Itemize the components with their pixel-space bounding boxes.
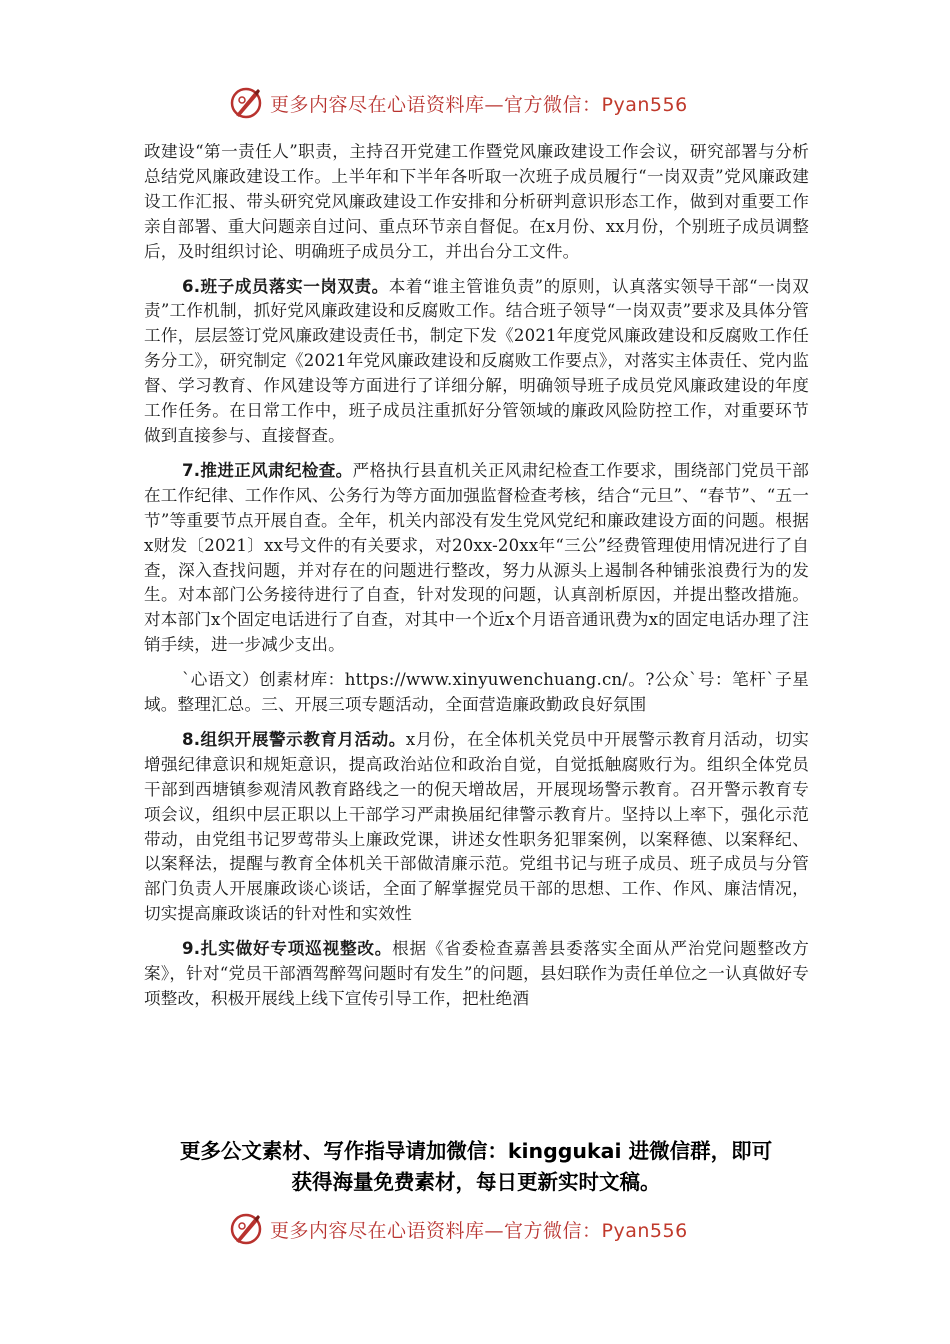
paragraph-2-text: 本着“谁主管谁负责”的原则，认真落实领导干部“一岗双责”工作机制，抓好党风廉政建设和反腐败工作。结合班子领导“一岗双责”要求及具体分管工作，层层签订党风廉政建设责任书，制定下发《2021年度党风廉政建设和反腐败工作任务分工》，研究制定《2021年党风廉政建设和反腐败工作要点》，对落实主体责任、党内监督、学习教育、作风建设等方面进行了详细分解，明确领导班子成员党风廉政建设的年度工作任务。在日常工作中，班子成员注重抓好分管领域的廉政风险防控工作，对重要环节做到直接参与、直接督查。 bbox=[144, 276, 809, 445]
paragraph-1 bbox=[144, 140, 809, 265]
header-banner-label: 更多内容尽在心语资料库—官方微信： bbox=[270, 93, 602, 116]
paragraph-6-text: 根据《省委检查嘉善县委落实全面从严治党问题整改方案》，针对“党员干部酒驾醉驾问题时有发生”的问题，县妇联作为责任单位之一认真做好专项整改，积极开展线上线下宣传引导工作，把杜绝酒 bbox=[144, 939, 809, 1008]
promo-notice bbox=[120, 1136, 832, 1198]
paragraph-5 bbox=[144, 728, 809, 927]
paragraph-6 bbox=[144, 937, 809, 1012]
paragraph-1-text: 政建设“第一责任人”职责，主持召开党建工作暨党风廉政建设工作会议，研究部署与分析总结党风廉政建设工作。上半年和下半年各听取一次班子成员履行“一岗双责”党风廉政建设工作汇报、带头研究党风廉政建设工作安排和分析研判意识形态工作，做到对重要工作亲自部署、重大问题亲自过问、重点环节亲自督促。在x月份、xx月份，个别班子成员调整后，及时组织讨论、明确班子成员分工，并出台分工文件。 bbox=[144, 142, 809, 261]
footer-wechat-id: Pyan556 bbox=[601, 1219, 688, 1242]
paragraph-4-text: `心语文）创素材库：https://www.xinyuwenchuang.cn/。?公众`号：笔杆`子星域。整理汇总。三、开展三项专题活动，全面营造廉政勤政良好氛围 bbox=[144, 670, 809, 715]
pen-logo-icon bbox=[228, 85, 264, 121]
document-body bbox=[144, 140, 809, 1022]
promo-line-1: 更多公文素材、写作指导请加微信：kinggukai 进微信群，即可 bbox=[179, 1139, 773, 1163]
paragraph-3-text: 严格执行县直机关正风肃纪检查工作要求，围绕部门党员干部在工作纪律、工作作风、公务行为等方面加强监督检查考核，结合“元旦”、“春节”、“五一节”等重要节点开展自查。全年，机关内部没有发生党风党纪和廉政建设方面的问题。根据x财发〔2021〕xx号文件的有关要求，对20xx-20xx年“三公”经费管理使用情况进行了自查，深入查找问题，并对存在的问题进行整改，努力从源头上遏制各种铺张浪费行为的发生。对本部门公务接待进行了自查，针对发现的问题，认真剖析原因，并提出整改措施。对本部门x个固定电话进行了自查，对其中一个近x个月语音通讯费为x的固定电话办理了注销手续，进一步减少支出。 bbox=[144, 460, 809, 655]
footer-banner bbox=[228, 1210, 728, 1248]
pen-logo-icon bbox=[228, 1211, 264, 1247]
paragraph-3 bbox=[144, 459, 809, 658]
footer-banner-label: 更多内容尽在心语资料库—官方微信： bbox=[270, 1219, 602, 1242]
promo-line-2: 获得海量免费素材，每日更新实时文稿。 bbox=[291, 1170, 661, 1194]
footer-banner-text bbox=[270, 1216, 688, 1243]
paragraph-4 bbox=[144, 668, 809, 718]
paragraph-6-lead: 9.扎实做好专项巡视整改。 bbox=[182, 939, 393, 959]
header-banner-text bbox=[270, 90, 688, 117]
paragraph-3-lead: 7.推进正风肃纪检查。 bbox=[182, 460, 353, 480]
paragraph-2-lead: 6.班子成员落实一岗双责。 bbox=[182, 276, 389, 296]
header-banner bbox=[228, 84, 728, 122]
header-wechat-id: Pyan556 bbox=[601, 93, 688, 116]
paragraph-5-lead: 8.组织开展警示教育月活动。 bbox=[182, 729, 406, 749]
paragraph-2 bbox=[144, 275, 809, 449]
paragraph-5-text: x月份，在全体机关党员中开展警示教育月活动，切实增强纪律意识和规矩意识，提高政治站位和政治自觉，自觉抵触腐败行为。组织全体党员干部到西塘镇参观清风教育路线之一的倪天增故居，开展现场警示教育。召开警示教育专项会议，组织中层正职以上干部学习严肃换届纪律警示教育片。坚持以上率下，强化示范带动，由党组书记罗莺带头上廉政党课，讲述女性职务犯罪案例，以案释德、以案释纪、以案释法，提醒与教育全体机关干部做清廉示范。党组书记与班子成员、班子成员与分管部门负责人开展廉政谈心谈话，全面了解掌握党员干部的思想、工作、作风、廉洁情况，切实提高廉政谈话的针对性和实效性 bbox=[144, 729, 809, 924]
